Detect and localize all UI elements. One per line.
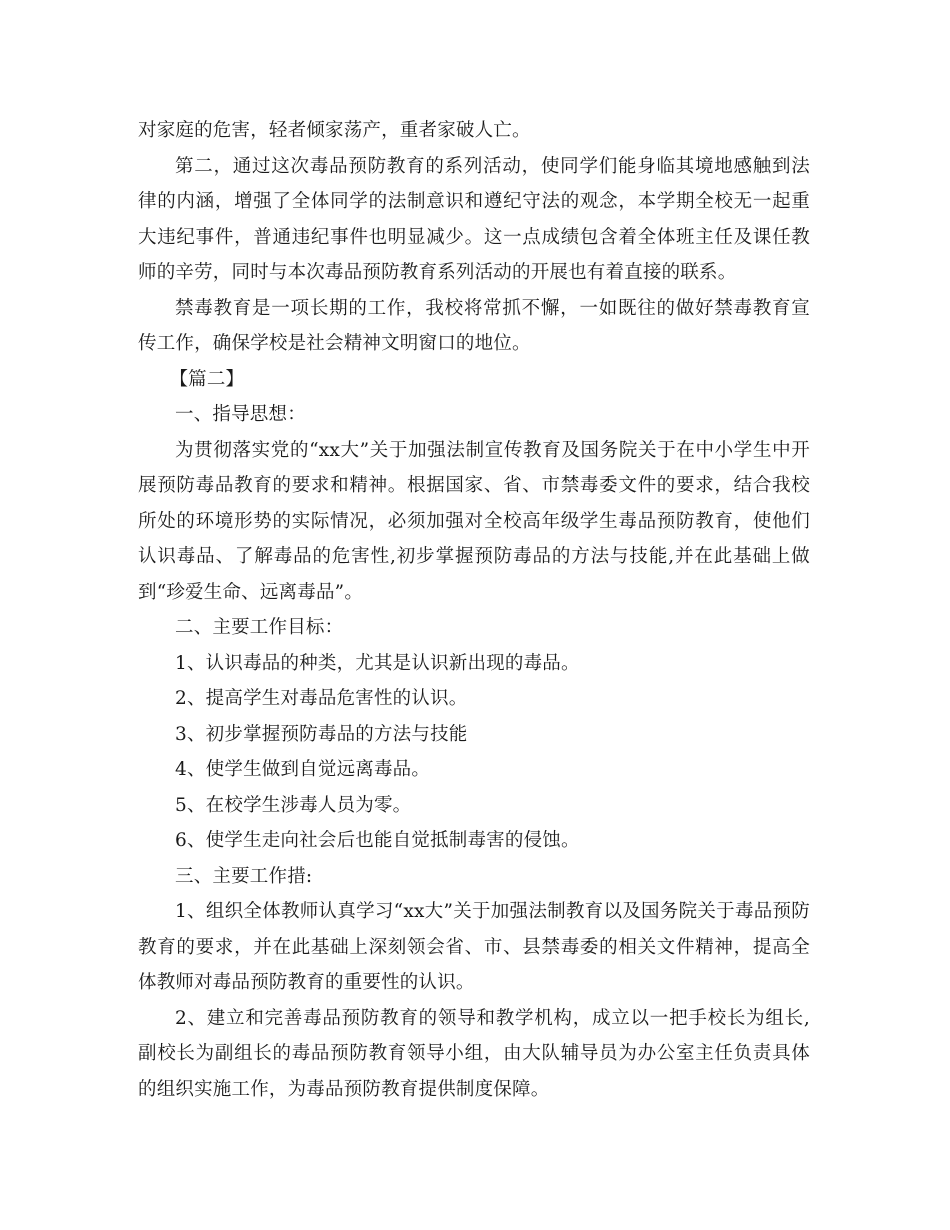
paragraph: 对家庭的危害，轻者倾家荡产，重者家破人亡。 — [138, 120, 531, 141]
list-item: 2、提高学生对毒品危害性的认识。 — [175, 688, 468, 709]
list-item: 1、组织全体教师认真学习“xx大”关于加强法制教育以及国务院关于毒品预防教育的要求，并在此基础上深刻领会省、市、县禁毒委的相关文件精神，提高全体教师对毒品预防教育的重要性的认识。 — [138, 901, 810, 993]
subheading-main-goals: 二、主要工作目标： — [175, 617, 344, 638]
list-item: 4、使学生做到自觉远离毒品。 — [175, 759, 431, 780]
paragraph: 第二，通过这次毒品预防教育的系列活动，使同学们能身临其境地感触到法律的内涵，增强了全体同学的法制意识和遵纪守法的观念，本学期全校无一起重大违纪事件，普通违纪事件也明显减少。这一点成绩包含着全体班主任及课任教师的辛劳，同时与本次毒品预防教育系列活动的开展也有着直接的联系。 — [138, 155, 810, 283]
subheading-main-measures: 三、主要工作措: — [175, 865, 313, 887]
subheading-guiding-ideology: 一、指导思想： — [175, 404, 306, 425]
list-item: 3、初步掌握预防毒品的方法与技能 — [175, 723, 468, 745]
list-item: 5、在校学生涉毒人员为零。 — [175, 794, 412, 816]
paragraph: 为贯彻落实党的“xx大”关于加强法制宣传教育及国务院关于在中小学生中开展预防毒品教育的要求和精神。根据国家、省、市禁毒委文件的要求，结合我校所处的环境形势的实际情况，必须加强对全校高年级学生毒品预防教育，使他们认识毒品、了解毒品的危害性,初步掌握预防毒品的方法与技能,并在此基础上做到“珍爱生命、远离毒品”。 — [138, 439, 810, 603]
paragraph: 禁毒教育是一项长期的工作，我校将常抓不懈，一如既往的做好禁毒教育宣传工作，确保学校是社会精神文明窗口的地位。 — [138, 297, 810, 354]
list-item: 1、认识毒品的种类，尤其是认识新出现的毒品。 — [175, 652, 580, 674]
document-body — [138, 113, 810, 1107]
list-item: 6、使学生走向社会后也能自觉抵制毒害的侵蚀。 — [175, 830, 580, 851]
list-item: 2、建立和完善毒品预防教育的领导和教学机构，成立以一把手校长为组长,副校长为副组长的毒品预防教育领导小组，由大队辅导员为办公室主任负责具体的组织实施工作，为毒品预防教育提供制度保障。 — [138, 1007, 810, 1100]
section-heading: 【篇二】 — [169, 368, 245, 390]
